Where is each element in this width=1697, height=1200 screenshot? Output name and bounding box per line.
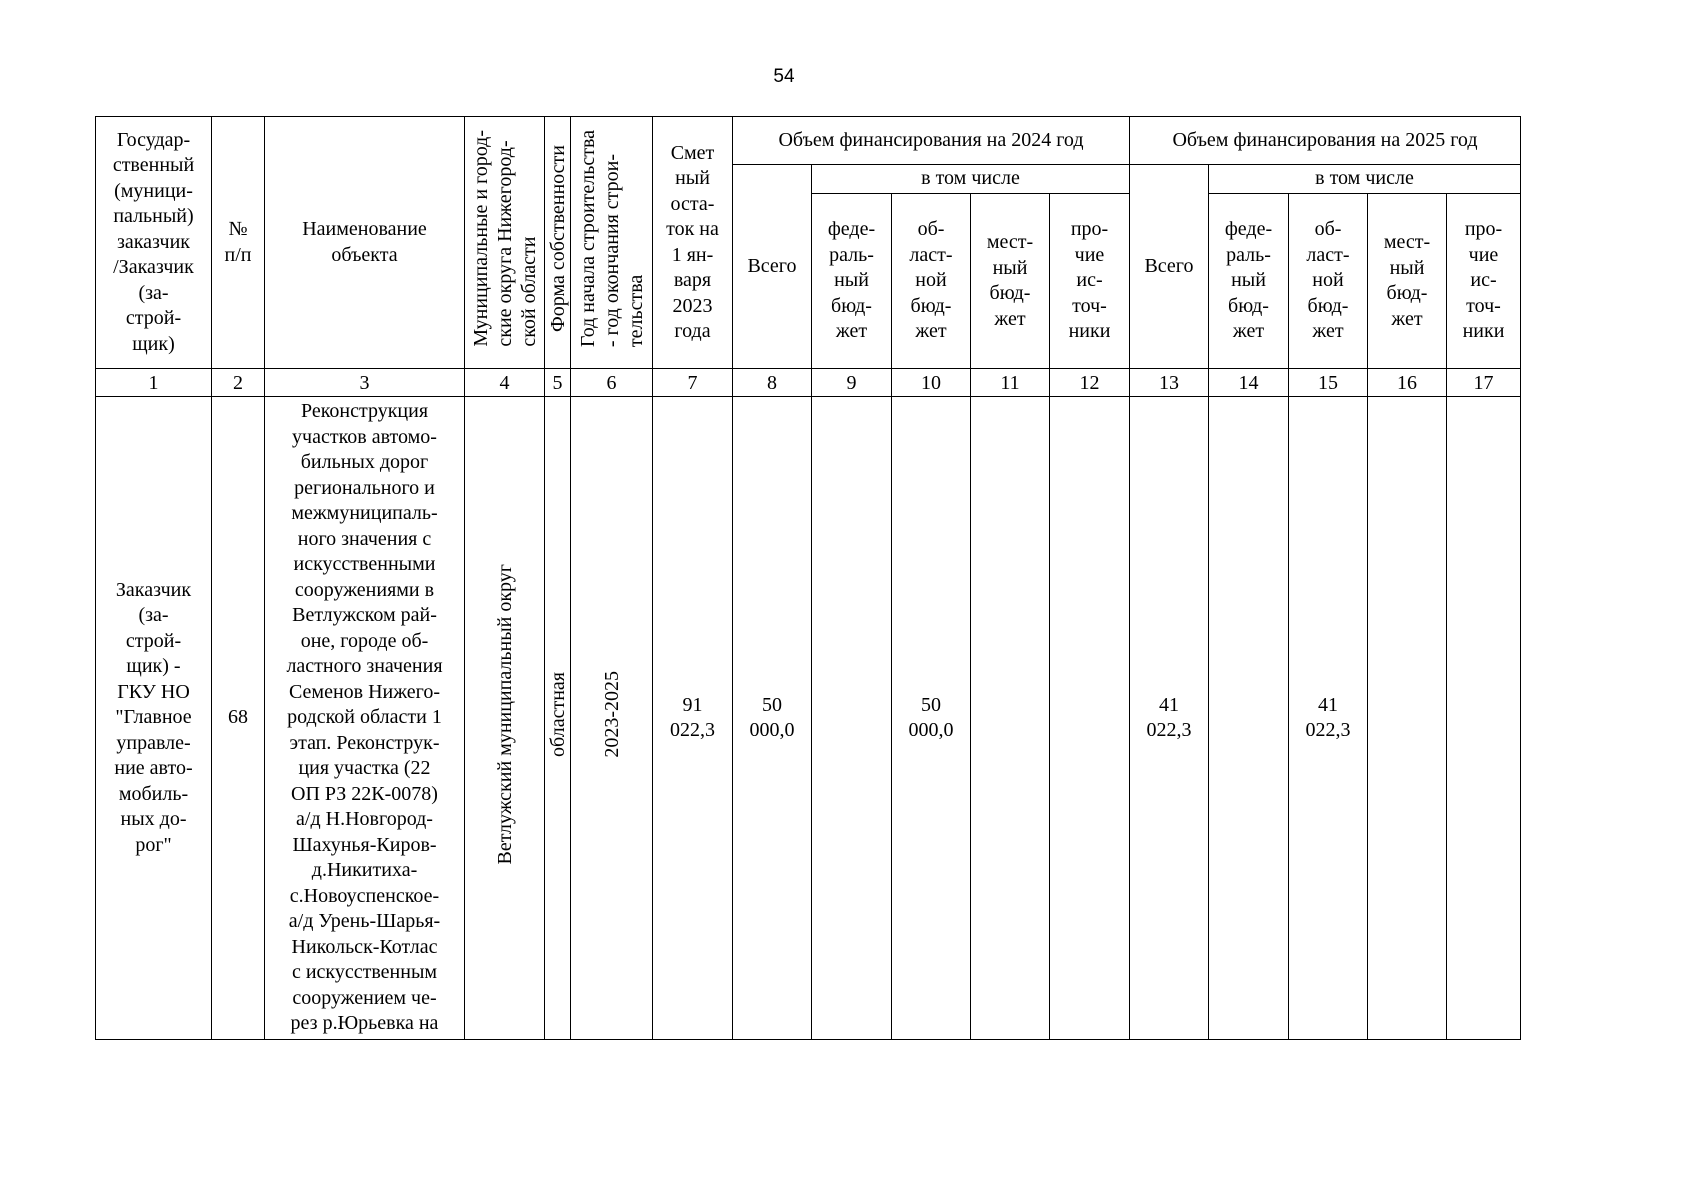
column-number: 13 [1130,369,1209,397]
row-years-text: 2023-2025 [600,670,623,758]
header-2024-other: про- чие ис- точ- ники [1050,194,1130,369]
column-number: 11 [971,369,1050,397]
column-number: 9 [812,369,892,397]
header-customer: Государ- ственный (муници- пальный) заказчик /Заказчик (за- строй- щик) [96,117,212,369]
header-years [571,117,653,369]
header-financing-2025: Объем финансирования на 2025 год [1130,117,1521,165]
row-customer: Заказчик (за- строй- щик) - ГКУ НО "Главное управле- ние авто- мобиль- ных до- рог" [96,397,212,1040]
row-2024-federal [812,397,892,1040]
column-number: 3 [265,369,465,397]
header-2024-total: Всего [733,165,812,369]
row-years [571,397,653,1040]
row-ownership [545,397,571,1040]
column-number: 12 [1050,369,1130,397]
row-municipality [465,397,545,1040]
row-estimate-balance: 91 022,3 [653,397,733,1040]
header-municipality [465,117,545,369]
row-2025-other [1447,397,1521,1040]
column-number: 4 [465,369,545,397]
column-number: 6 [571,369,653,397]
header-ownership-text: Форма собственности [546,145,569,333]
column-number-row [96,369,1521,397]
row-2024-other [1050,397,1130,1040]
row-2024-total: 50 000,0 [733,397,812,1040]
header-2025-other: про- чие ис- точ- ники [1447,194,1521,369]
header-2024-regional: об- ласт- ной бюд- жет [892,194,971,369]
header-2025-federal: феде- раль- ный бюд- жет [1209,194,1289,369]
page-number: 54 [773,66,795,87]
header-2025-including: в том числе [1209,165,1521,194]
column-number: 16 [1368,369,1447,397]
header-2024-local: мест- ный бюд- жет [971,194,1050,369]
header-2024-including: в том числе [812,165,1130,194]
header-years-text: Год начала строительства - год окончания строи- тельства [576,130,647,348]
column-number: 7 [653,369,733,397]
column-number: 14 [1209,369,1289,397]
row-2024-regional: 50 000,0 [892,397,971,1040]
row-municipality-text: Ветлужский муниципальный округ [493,564,516,865]
header-ownership [545,117,571,369]
header-row-1 [96,117,1521,165]
header-municipality-text: Муниципальные и город- ские округа Нижегород- ской области [469,130,540,348]
row-2025-total: 41 022,3 [1130,397,1209,1040]
column-number: 17 [1447,369,1521,397]
row-number: 68 [212,397,265,1040]
row-ownership-text: областная [546,671,569,757]
row-2024-local [971,397,1050,1040]
header-2025-regional: об- ласт- ной бюд- жет [1289,194,1368,369]
row-2025-federal [1209,397,1289,1040]
column-number: 8 [733,369,812,397]
header-2025-local: мест- ный бюд- жет [1368,194,1447,369]
column-number: 15 [1289,369,1368,397]
row-2025-local [1368,397,1447,1040]
header-object-name: Наименование объекта [265,117,465,369]
column-number: 10 [892,369,971,397]
table-row [96,397,1521,1040]
header-2024-federal: феде- раль- ный бюд- жет [812,194,892,369]
financing-table [95,116,1521,1040]
column-number: 1 [96,369,212,397]
row-2025-regional: 41 022,3 [1289,397,1368,1040]
row-object-name: Реконструкция участков автомо- бильных дорог регионального и межмуниципаль- ного значения с искусственными сооружениями в Ветлужском рай- оне, городе об- ластного значения Семенов Нижего- родской области 1 этап. Реконструк- ция участка (22 ОП РЗ 22К-0078) а/д Н.Новгород- Шахунья-Киров- д.Никитиха- с.Новоуспенское- а/д Урень-Шарья- Никольск-Котлас с искусственным сооружением че- рез р.Юрьевка на [265,397,465,1040]
header-financing-2024: Объем финансирования на 2024 год [733,117,1130,165]
header-estimate-balance: Смет ный оста- ток на 1 ян- варя 2023 года [653,117,733,369]
header-2025-total: Всего [1130,165,1209,369]
column-number: 2 [212,369,265,397]
header-row-number: № п/п [212,117,265,369]
column-number: 5 [545,369,571,397]
